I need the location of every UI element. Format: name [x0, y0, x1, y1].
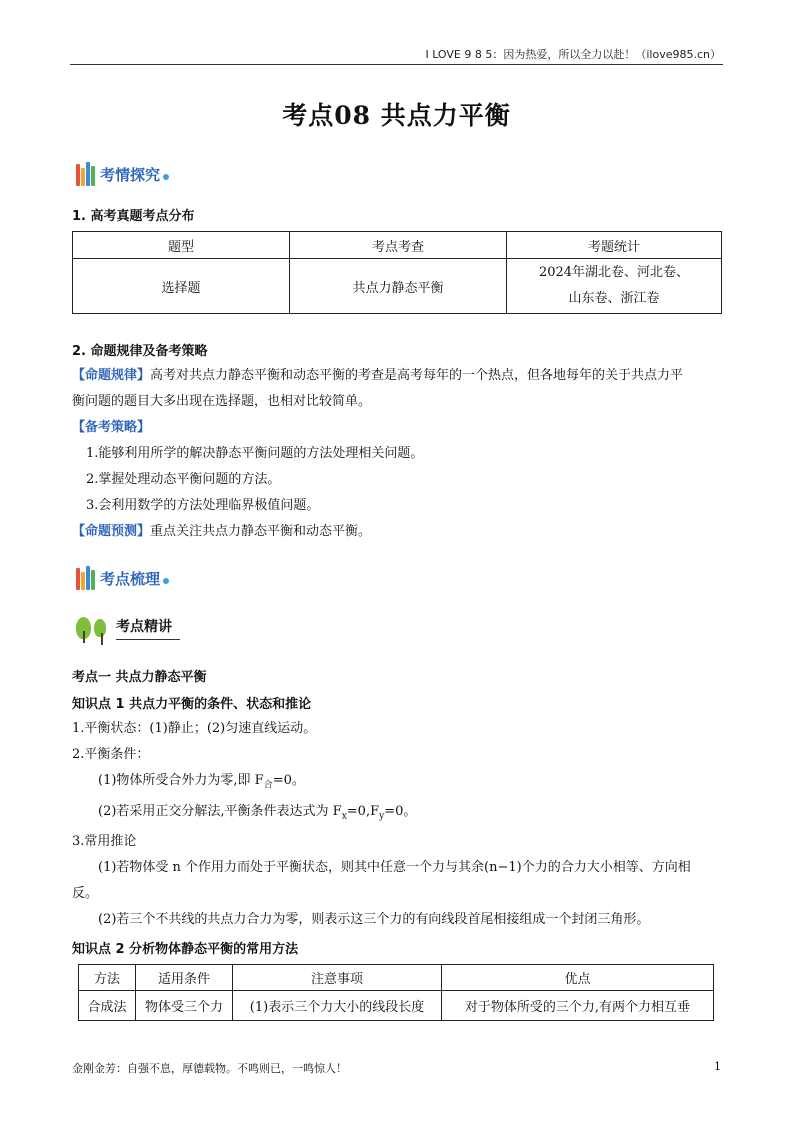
- rule-text-cont: 衡问题的题目大多出现在选择题，也相对比较简单。: [72, 394, 372, 409]
- zhishidian-heading-1: 知识点 1 共点力平衡的条件、状态和推论: [72, 697, 312, 712]
- text-line: (2)若采用正交分解法,平衡条件表达式为 $F_x=0,F_y=0$。: [98, 803, 417, 822]
- page-title: 考点08 共点力平衡: [282, 101, 511, 130]
- table-cell: 选择题: [73, 259, 290, 314]
- knowledge-body: [72, 716, 722, 933]
- rule-text: 高考对共点力静态平衡和动态平衡的考查是高考每年的一个热点，但各地每年的关于共点力平: [150, 368, 684, 383]
- table-header-cell: 优点: [442, 965, 714, 991]
- table-header-row: [79, 965, 714, 991]
- predict-tag: 【命题预测】: [72, 524, 151, 539]
- text-line: 反。: [72, 886, 99, 902]
- table-header-cell: 方法: [79, 965, 136, 991]
- text-line: 2.平衡条件：: [72, 747, 150, 762]
- table-header-cell: 适用条件: [136, 965, 233, 991]
- table-header-cell: 题型: [73, 232, 290, 259]
- cell-line: 2024年湖北卷、河北卷、: [538, 265, 690, 280]
- tree-icon: [94, 619, 106, 637]
- text-line: 3.常用推论: [72, 834, 137, 850]
- table-cell: 共点力静态平衡: [290, 259, 507, 314]
- predict-text: 重点关注共点力静态平衡和动态平衡。: [150, 524, 372, 539]
- exam-distribution-table: [72, 231, 722, 314]
- text-line: 1.平衡状态：(1)静止；(2)匀速直线运动。: [72, 721, 317, 736]
- text-line: (2)若三个不共线的共点力合力为零，则表示这三个力的有向线段首尾相接组成一个封闭三角形。: [98, 912, 650, 928]
- table-header-cell: 考点考查: [290, 232, 507, 259]
- text-line: (1)若物体受 n 个作用力而处于平衡状态，则其中任意一个力与其余(n−1)个力的合力大小相等、方向相: [98, 860, 691, 876]
- table-cell: [507, 259, 722, 314]
- section-heading-distribution: 1. 高考真题考点分布: [72, 209, 195, 224]
- section-badge-kaoqing: [76, 162, 169, 186]
- zhishidian-heading-2: 知识点 2 分析物体静态平衡的常用方法: [72, 942, 299, 957]
- page-header: I LOVE 9 8 5：因为热爱，所以全力以赴！（ilove985.cn）: [425, 48, 721, 61]
- section-badge-jingjiang: [76, 616, 180, 640]
- badge-label: 考点精讲: [116, 616, 180, 640]
- badge-label: 考情探究: [100, 165, 161, 184]
- table-cell: 对于物体所受的三个力,有两个力相互垂: [442, 991, 714, 1021]
- section-badge-shuli: [76, 566, 169, 590]
- books-icon: [76, 162, 96, 186]
- table-header-row: [73, 232, 722, 259]
- section-heading-strategy: 2. 命题规律及备考策略: [72, 344, 208, 359]
- table-row: [79, 991, 714, 1021]
- dot-icon: [163, 578, 169, 584]
- strategy-item: 2.掌握处理动态平衡问题的方法。: [86, 472, 281, 487]
- badge-label: 考点梳理: [100, 569, 161, 588]
- strategy-item: 3.会利用数学的方法处理临界极值问题。: [86, 498, 320, 513]
- table-cell: 物体受三个力: [136, 991, 233, 1021]
- table-header-cell: 考题统计: [507, 232, 722, 259]
- table-header-cell: 注意事项: [233, 965, 442, 991]
- books-icon: [76, 566, 96, 590]
- footer-motto: 金刚金芳：自强不息，厚德载物。不鸣则已，一鸣惊人！: [72, 1062, 347, 1075]
- cell-line: 山东卷、浙江卷: [568, 291, 660, 306]
- page-number: 1: [714, 1060, 721, 1073]
- strategy-tag: 【备考策略】: [72, 420, 151, 435]
- header-divider: [70, 64, 723, 65]
- rule-paragraph: [72, 363, 722, 545]
- strategy-item: 1.能够利用所学的解决静态平衡问题的方法处理相关问题。: [86, 446, 424, 461]
- dot-icon: [163, 174, 169, 180]
- table-cell: 合成法: [79, 991, 136, 1021]
- tree-icon: [76, 617, 91, 639]
- table-row: [73, 259, 722, 314]
- kaodian-heading: 考点一 共点力静态平衡: [72, 670, 207, 685]
- text-line: (1)物体所受合外力为零,即 $F_合=0$。: [98, 773, 305, 791]
- methods-table: [78, 964, 714, 1021]
- table-cell: (1)表示三个力大小的线段长度: [233, 991, 442, 1021]
- rule-tag: 【命题规律】: [72, 368, 151, 383]
